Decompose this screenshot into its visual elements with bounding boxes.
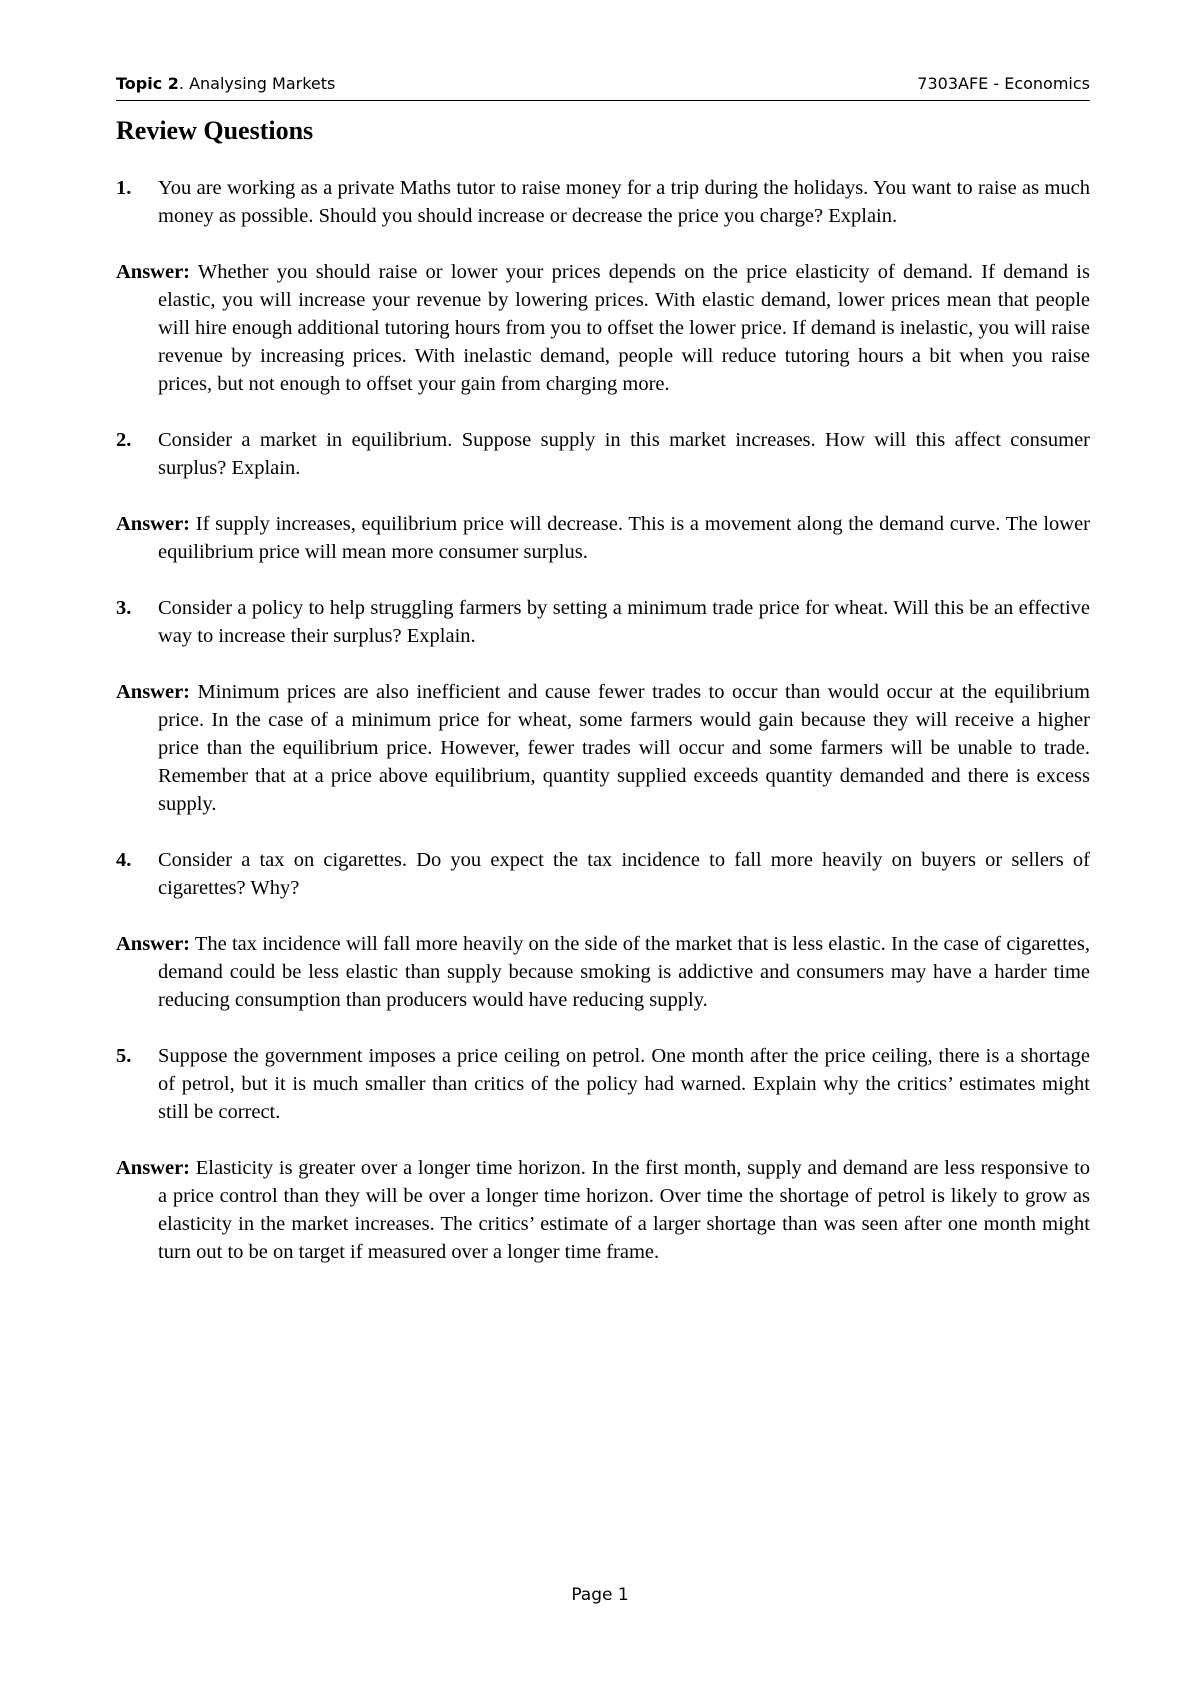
- answer-text: Whether you should raise or lower your prices depends on the price elasticity of demand. If demand is elastic, you will increase your revenue by lowering prices. With elastic demand, lower prices mean that people will hire enough additional tutoring hours from you to offset the lower price. If demand is inelastic, you will raise revenue by increasing prices. With inelastic demand, people will reduce tutoring hours a bit when you raise prices, but not enough to offset your gain from charging more.: [158, 261, 1090, 395]
- question-number: 4.: [116, 849, 132, 871]
- answer-label: Answer:: [116, 681, 191, 703]
- header-course: 7303AFE - Economics: [917, 74, 1090, 93]
- page-number: Page 1: [571, 1585, 629, 1605]
- question-text: Consider a policy to help struggling farmers by setting a minimum trade price for wheat. Will this be an effective way to increase their surplus? Explain.: [158, 597, 1090, 647]
- page-title: Review Questions: [116, 116, 314, 145]
- answer-3: [116, 678, 1090, 818]
- question-text: Suppose the government imposes a price ceiling on petrol. One month after the price ceiling, there is a shortage of petrol, but it is much smaller than critics of the policy had warned. Explain why the critics’ estimates might still be correct.: [158, 1045, 1090, 1123]
- answer-label: Answer:: [116, 1157, 191, 1179]
- review-questions-list: [116, 174, 1090, 1294]
- answer-label: Answer:: [116, 261, 191, 283]
- question-3: [116, 594, 1090, 650]
- question-number: 1.: [116, 177, 132, 199]
- answer-text: Minimum prices are also inefficient and cause fewer trades to occur than would occur at the equilibrium price. In the case of a minimum price for wheat, some farmers would gain because they will receive a higher price than the equilibrium price. However, fewer trades will occur and some farmers will be unable to trade. Remember that at a price above equilibrium, quantity supplied exceeds quantity demanded and there is excess supply.: [158, 681, 1091, 815]
- question-1: [116, 174, 1090, 230]
- answer-5: [116, 1154, 1090, 1266]
- question-2: [116, 426, 1090, 482]
- header-topic-rest: . Analysing Markets: [178, 74, 336, 93]
- question-text: Consider a market in equilibrium. Suppose supply in this market increases. How will this affect consumer surplus? Explain.: [158, 429, 1090, 479]
- header-topic: [116, 74, 335, 93]
- question-number: 5.: [116, 1045, 132, 1067]
- page-footer: [0, 1585, 1200, 1605]
- answer-text: Elasticity is greater over a longer time horizon. In the first month, supply and demand are less responsive to a price control than they will be over a longer time horizon. Over time the shortage of petrol is likely to grow as elasticity in the market increases. The critics’ estimate of a larger shortage than was seen after one month might turn out to be on target if measured over a longer time frame.: [158, 1157, 1091, 1263]
- answer-text: The tax incidence will fall more heavily on the side of the market that is less elastic. In the case of cigarettes, demand could be less elastic than supply because smoking is addictive and consumers may have a harder time reducing consumption than producers would have reducing supply.: [158, 933, 1090, 1011]
- answer-label: Answer:: [116, 933, 191, 955]
- answer-2: [116, 510, 1090, 566]
- question-text: You are working as a private Maths tutor to raise money for a trip during the holidays. You want to raise as much money as possible. Should you should increase or decrease the price you charge? Explain.: [158, 177, 1090, 227]
- question-number: 3.: [116, 597, 132, 619]
- answer-4: [116, 930, 1090, 1014]
- header-topic-label: Topic 2: [116, 74, 179, 93]
- question-5: [116, 1042, 1090, 1126]
- question-number: 2.: [116, 429, 132, 451]
- answer-1: [116, 258, 1090, 398]
- question-4: [116, 846, 1090, 902]
- page-header: [116, 70, 1090, 101]
- question-text: Consider a tax on cigarettes. Do you expect the tax incidence to fall more heavily on buyers or sellers of cigarettes? Why?: [158, 849, 1090, 899]
- answer-text: If supply increases, equilibrium price will decrease. This is a movement along the demand curve. The lower equilibrium price will mean more consumer surplus.: [158, 513, 1091, 563]
- answer-label: Answer:: [116, 513, 191, 535]
